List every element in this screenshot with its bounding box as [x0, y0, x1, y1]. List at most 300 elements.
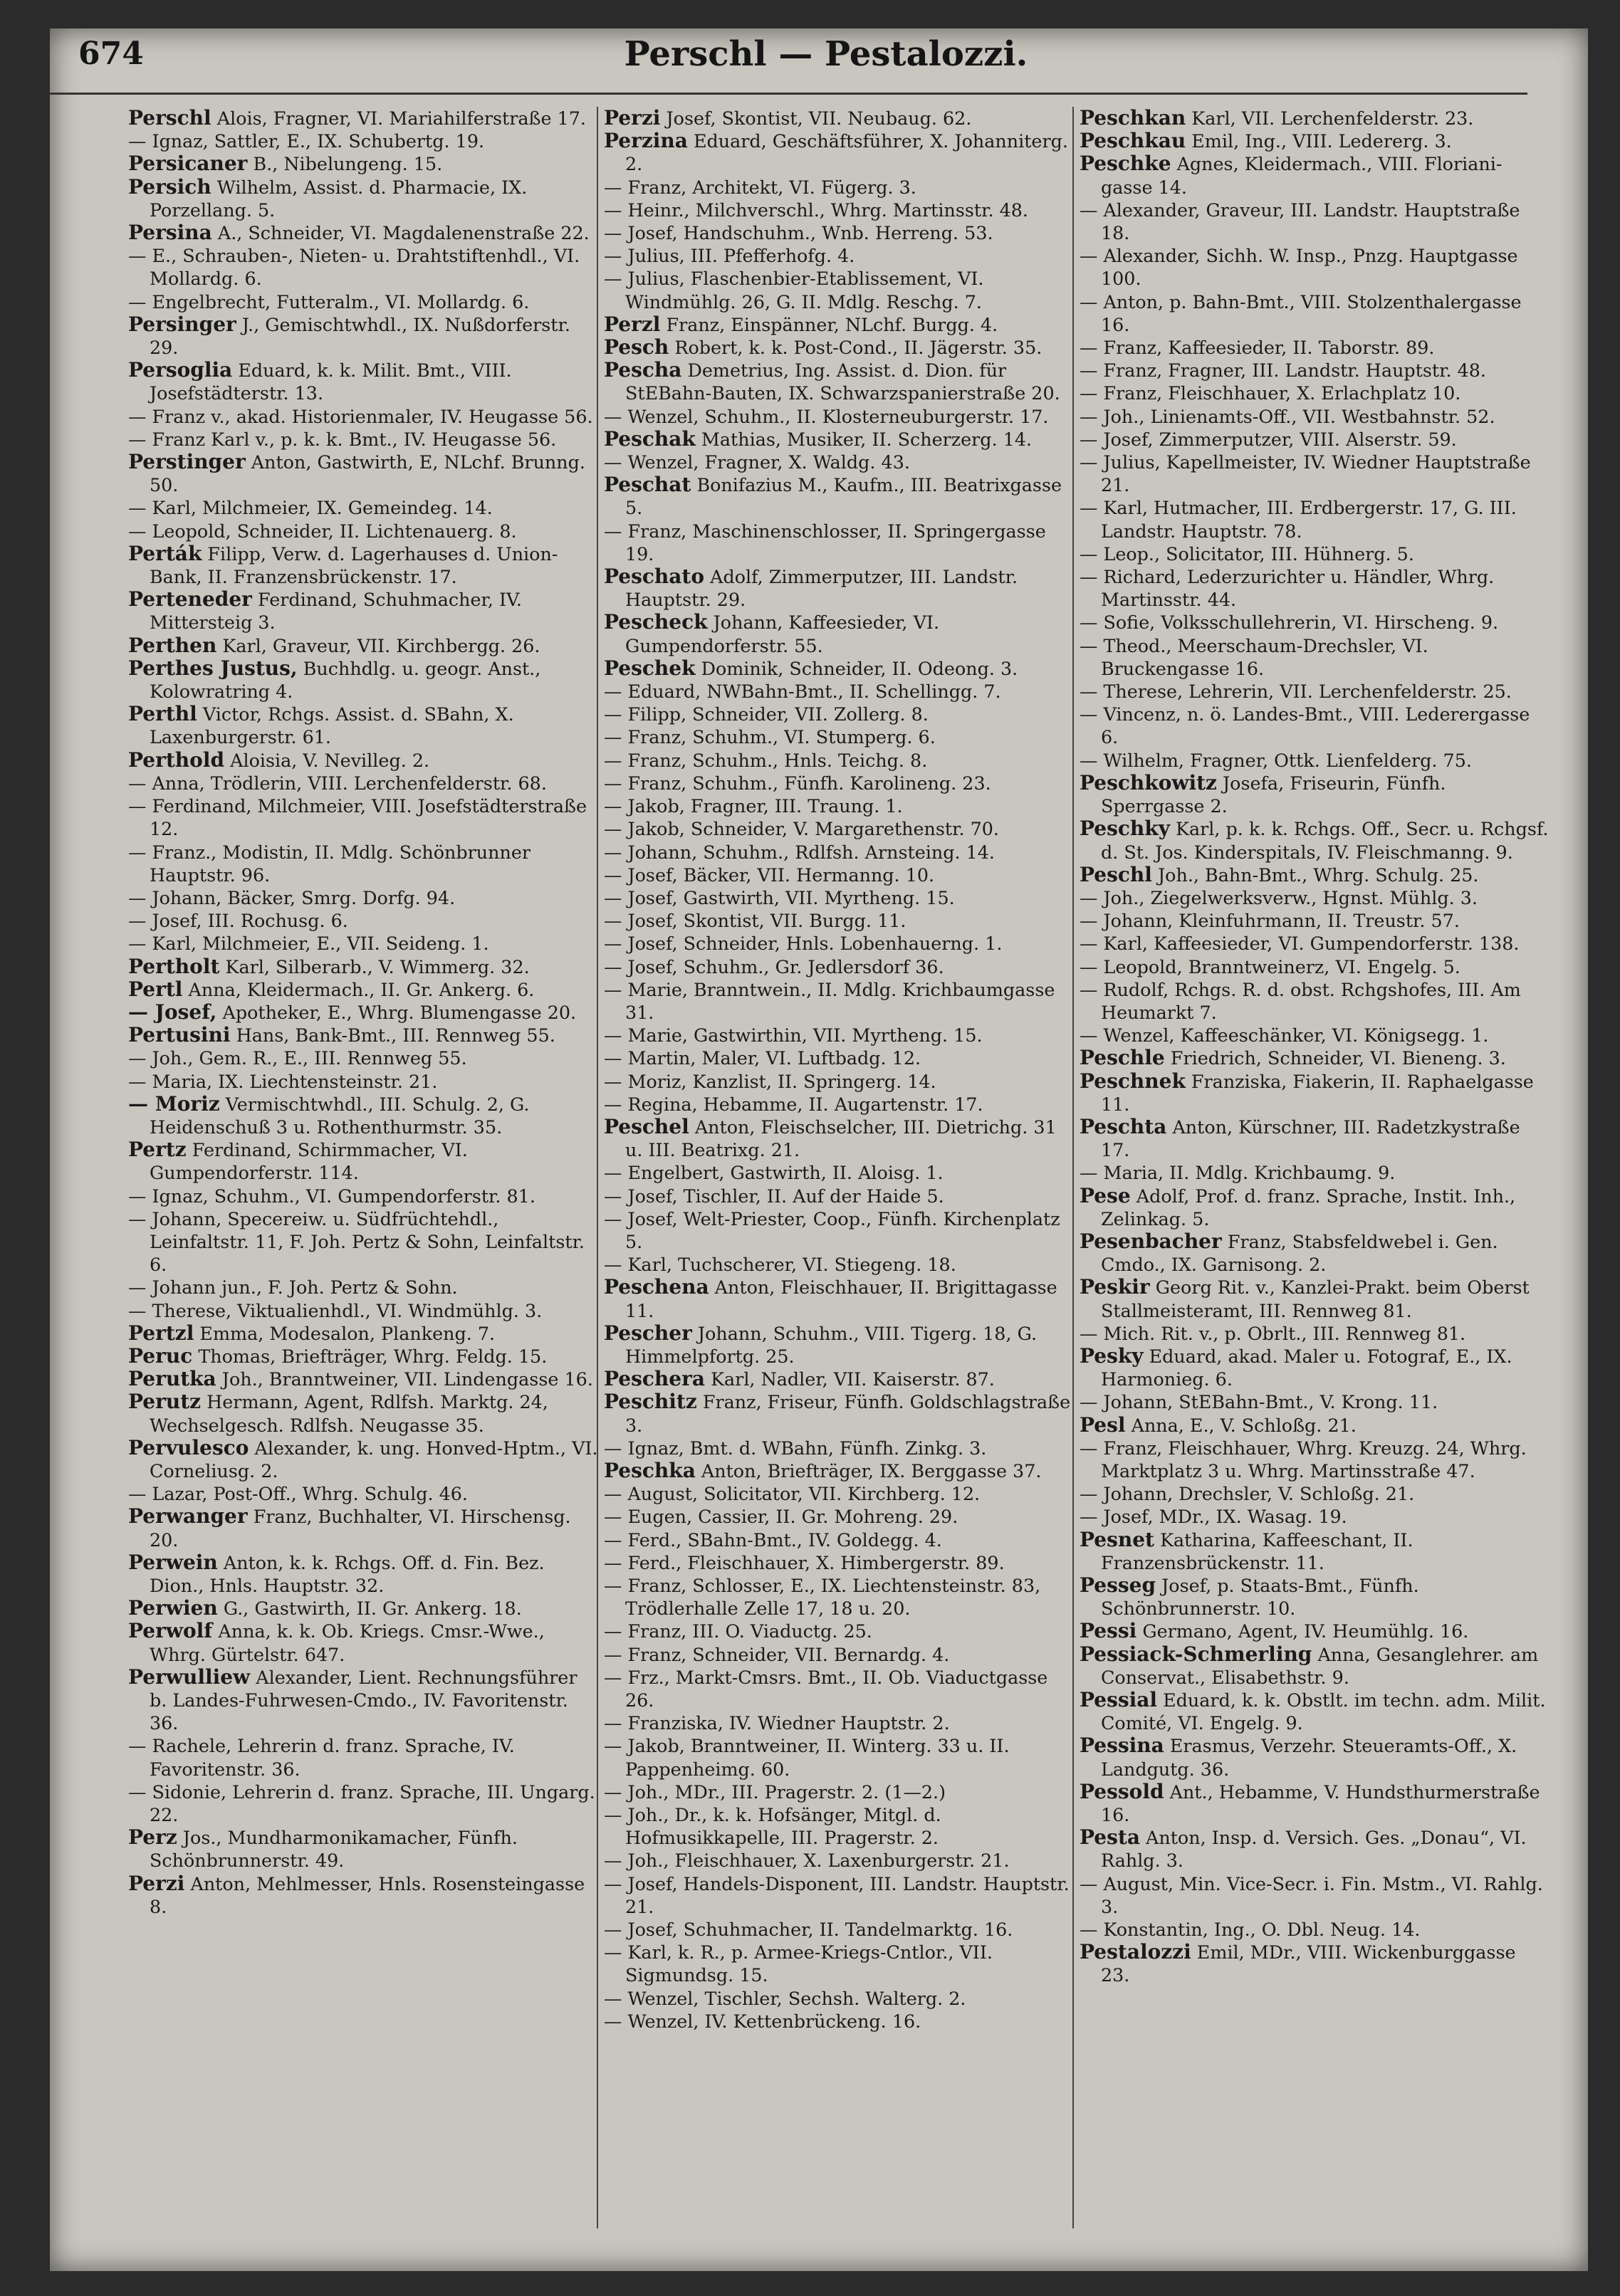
entry-text: — Wenzel, IV. Kettenbrückeng. 16. [604, 2010, 921, 2032]
entry-text: — Anna, Trödlerin, VIII. Lerchenfelderstr. 68. [128, 772, 547, 794]
entry-text: — Therese, Viktualienhdl., VI. Windmühlg. 3. [128, 1299, 543, 1321]
directory-entry [1080, 886, 1550, 909]
entry-text: — Mich. Rit. v., p. Obrlt., III. Rennweg 81. [1080, 1322, 1466, 1344]
entry-text: Ant., Hebamme, V. Hundsthurmerstraße 16. [1101, 1781, 1540, 1826]
entry-text: — Jakob, Schneider, V. Margarethenstr. 70. [604, 818, 999, 840]
entry-text: — Josef, Handels-Disponent, III. Landstr. Hauptstr. 21. [604, 1872, 1070, 1917]
entry-text: Karl, p. k. k. Rchgs. Off., Secr. u. Rchgsf. d. St. Jos. Kinderspitals, IV. Fleischmanng. 9. [1101, 818, 1549, 863]
entry-text: — Franz, Kaffeesieder, II. Taborstr. 89. [1080, 337, 1435, 359]
directory-entry [128, 1781, 598, 1826]
entry-text: Emma, Modesalon, Plankeng. 7. [194, 1322, 496, 1344]
directory-entry [604, 1437, 1074, 1459]
directory-entry [1080, 932, 1550, 955]
directory-entry [128, 359, 598, 404]
directory-entry [1080, 1161, 1550, 1184]
directory-entry [1080, 451, 1550, 496]
directory-entry [128, 1826, 598, 1872]
directory-entry [604, 1093, 1074, 1116]
entry-text: — Eugen, Cassier, II. Gr. Mohreng. 29. [604, 1506, 958, 1528]
entry-surname: Peschky [1080, 817, 1170, 841]
entry-text: — Josef, Schuhmacher, II. Tandelmarktg. 16. [604, 1919, 1013, 1941]
entry-text: — Josef, Bäcker, VII. Hermanng. 10. [604, 864, 935, 886]
entry-text: Katharina, Kaffeeschant, II. Franzensbrückenstr. 11. [1101, 1529, 1413, 1573]
entry-text: Buchhdlg. u. geogr. Anst., Kolowratring 4. [150, 657, 541, 703]
entry-text: — Joh., MDr., III. Pragerstr. 2. (1—2.) [604, 1781, 946, 1803]
directory-entry [604, 1207, 1074, 1253]
entry-text: Johann, Kaffeesieder, VI. Gumpendorferstr. 55. [625, 612, 940, 656]
entry-text: Franz, Friseur, Fünfh. Goldschlagstraße 3. [625, 1391, 1071, 1436]
directory-entry [604, 221, 1074, 244]
entry-surname: Perthes Justus, [128, 656, 298, 680]
entry-text: Emil, Ing., VIII. Ledererg. 3. [1186, 130, 1452, 152]
entry-surname: Persina [128, 221, 212, 245]
entry-surname: Persinger [128, 312, 236, 336]
directory-entry [128, 221, 598, 244]
entry-text: — Karl, Hutmacher, III. Erdbergerstr. 17, G. III. Landstr. Hauptstr. 78. [1080, 497, 1517, 542]
entry-text: — Eduard, NWBahn-Bmt., II. Schellingg. 7. [604, 681, 1001, 703]
directory-entry [604, 1070, 1074, 1093]
directory-entry [1080, 1529, 1550, 1574]
directory-entry [128, 520, 598, 542]
directory-entry [604, 749, 1074, 772]
entry-surname: Pesl [1080, 1412, 1126, 1437]
directory-entry [128, 1390, 598, 1436]
directory-entry [604, 565, 1074, 611]
entry-text: — Josef, Gastwirth, VII. Myrtheng. 15. [604, 886, 955, 908]
entry-text: — Karl, k. R., p. Armee-Kriegs-Cntlor., VII. Sigmundsg. 15. [604, 1941, 993, 1986]
directory-entry [1080, 1941, 1550, 1986]
directory-entry [128, 1368, 598, 1390]
entry-text: Apotheker, E., Whrg. Blumengasse 20. [216, 1001, 577, 1023]
directory-entry [128, 244, 598, 290]
directory-entry [604, 680, 1074, 703]
entry-text: Demetrius, Ing. Assist. d. Dion. für StEBahn-Bauten, IX. Schwarzspanierstraße 20. [625, 360, 1060, 404]
entry-text: — Rudolf, Rchgs. R. d. obst. Rchgshofes, III. Am Heumarkt 7. [1080, 978, 1521, 1023]
directory-entry [604, 451, 1074, 473]
directory-entry [1080, 1047, 1550, 1069]
entry-text: Eduard, k. k. Milit. Bmt., VIII. Josefstädterstr. 13. [150, 360, 512, 404]
entry-text: Mathias, Musiker, II. Scherzerg. 14. [695, 428, 1033, 450]
entry-text: Anton, Fleischselcher, III. Dietrichg. 31 u. III. Beatrixg. 21. [625, 1116, 1057, 1161]
entry-text: Adolf, Zimmerputzer, III. Landstr. Hauptstr. 29. [625, 566, 1018, 611]
directory-entry [128, 130, 598, 152]
entry-text: — Johann, StEBahn-Bmt., V. Krong. 11. [1080, 1391, 1438, 1413]
directory-entry [604, 1620, 1074, 1642]
page-header [78, 28, 1552, 100]
entry-surname: Pesenbacher [1080, 1229, 1222, 1253]
entry-surname: Peskir [1080, 1275, 1150, 1299]
directory-entry [1080, 428, 1550, 451]
entry-text: — Joh., Dr., k. k. Hofsänger, Mitgl. d. Hofmusikkapelle, III. Pragerstr. 2. [604, 1804, 941, 1849]
entry-text: Anton, k. k. Rchgs. Off. d. Fin. Bez. Dion., Hnls. Hauptstr. 32. [150, 1551, 545, 1596]
entry-surname: Perstinger [128, 450, 246, 474]
entry-text: Franz, Einspänner, NLchf. Burgg. 4. [660, 313, 998, 335]
entry-text: — Jakob, Fragner, III. Traung. 1. [604, 795, 903, 817]
entry-surname: Pervulesco [128, 1435, 249, 1459]
directory-entry [604, 199, 1074, 221]
entry-text: Aloisia, V. Nevilleg. 2. [224, 749, 430, 771]
directory-entry [1080, 107, 1550, 130]
entry-surname: Pertzl [128, 1321, 194, 1345]
directory-entry [128, 978, 598, 1001]
directory-entry [604, 772, 1074, 795]
entry-text: — Josef, MDr., IX. Wasag. 19. [1080, 1506, 1347, 1528]
entry-text: Franziska, Fiakerin, II. Raphaelgasse 11. [1101, 1070, 1534, 1115]
entry-text: — Wenzel, Fragner, X. Waldg. 43. [604, 451, 910, 473]
directory-entry [604, 520, 1074, 565]
directory-entry [604, 336, 1074, 359]
directory-entry [1080, 1322, 1550, 1345]
directory-entry [1080, 1689, 1550, 1734]
entry-text: — Ferd., Fleischhauer, X. Himbergerstr. 89. [604, 1551, 1005, 1573]
entry-text: — Alexander, Graveur, III. Landstr. Hauptstraße 18. [1080, 199, 1520, 244]
entry-text: J., Gemischtwhdl., IX. Nußdorferstr. 29. [150, 313, 570, 359]
directory-entry [1080, 1643, 1550, 1689]
entry-surname: Pestalozzi [1080, 1940, 1191, 1964]
directory-entry [604, 725, 1074, 748]
directory-entry [604, 1047, 1074, 1069]
entry-text: Dominik, Schneider, II. Odeong. 3. [695, 657, 1018, 679]
entry-text: Joh., Bahn-Bmt., Whrg. Schulg. 25. [1151, 864, 1479, 886]
directory-entry [128, 795, 598, 840]
entry-text: Alexander, k. ung. Honved-Hptm., VI. Corneliusg. 2. [150, 1437, 598, 1482]
entry-text: — Wenzel, Tischler, Sechsh. Walterg. 2. [604, 1987, 966, 2009]
directory-entry [1080, 1620, 1550, 1642]
entry-text: — Johann, Drechsler, V. Schloßg. 21. [1080, 1483, 1415, 1505]
entry-text: Joh., Branntweiner, VII. Lindengasse 16. [216, 1368, 593, 1390]
entry-text: — Ferdinand, Milchmeier, VIII. Josefstädterstraße 12. [128, 795, 587, 840]
directory-entry [604, 1711, 1074, 1734]
directory-entry [1080, 1345, 1550, 1390]
directory-entry [1080, 359, 1550, 382]
entry-text: Eduard, Geschäftsführer, X. Johanniterg. 2. [625, 130, 1068, 175]
entry-text: — Rachele, Lehrerin d. franz. Sprache, IV. Favoritenstr. 36. [128, 1735, 515, 1780]
entry-text: — Engelbert, Gastwirth, II. Aloisg. 1. [604, 1162, 944, 1184]
entry-text: Josef, Skontist, VII. Neubaug. 62. [660, 108, 972, 129]
directory-entry [128, 1138, 598, 1184]
entry-surname: Peschitz [604, 1390, 697, 1414]
entry-surname: Perthen [128, 633, 217, 657]
directory-entry [128, 1093, 598, 1138]
entry-text: — Vincenz, n. ö. Landes-Bmt., VIII. Lederergasse 6. [1080, 703, 1530, 748]
directory-entry [128, 1299, 598, 1322]
directory-entry [604, 1643, 1074, 1666]
directory-entry [1080, 130, 1550, 152]
entry-text: Anna, Gesanglehrer. am Conservat., Elisabethstr. 9. [1101, 1643, 1539, 1688]
entry-text: — Maria, II. Mdlg. Krichbaumg. 9. [1080, 1162, 1396, 1184]
directory-entry [128, 1666, 598, 1735]
entry-text: Vermischtwhdl., III. Schulg. 2, G. Heidenschuß 3 u. Rothenthurmstr. 35. [150, 1093, 530, 1138]
entry-text: G., Gastwirth, II. Gr. Ankerg. 18. [217, 1598, 522, 1620]
directory-entry [604, 2010, 1074, 2033]
entry-surname: Perwolf [128, 1619, 213, 1643]
directory-entry [1080, 1826, 1550, 1872]
directory-entry [1080, 1505, 1550, 1528]
directory-entry [1080, 1482, 1550, 1505]
entry-surname: Pesnet [1080, 1527, 1154, 1551]
entry-text: Karl, VII. Lerchenfelderstr. 23. [1186, 108, 1474, 129]
entry-surname: Perzl [604, 312, 661, 336]
entry-text: — Johann jun., F. Joh. Pertz & Sohn. [128, 1277, 458, 1299]
entry-surname: Perwein [128, 1550, 218, 1574]
directory-entry [604, 1276, 1074, 1321]
entry-surname: Pescheck [604, 610, 708, 634]
entry-surname: Perzi [604, 107, 661, 130]
entry-text: Wilhelm, Assist. d. Pharmacie, IX. Porzellang. 5. [150, 176, 528, 221]
entry-text: — Franz, Schuhm., VI. Stumperg. 6. [604, 726, 936, 748]
directory-entry [1080, 1116, 1550, 1161]
directory-entry [604, 1918, 1074, 1941]
entry-text: Bonifazius M., Kaufm., III. Beatrixgasse 5. [625, 474, 1062, 519]
entry-surname: Perták [128, 541, 202, 565]
entry-text: — Franz, Maschinenschlosser, II. Springergasse 19. [604, 520, 1046, 565]
directory-entry [604, 1734, 1074, 1780]
directory-entry [604, 1368, 1074, 1390]
entry-surname: Pertusini [128, 1023, 231, 1047]
entry-text: Emil, MDr., VIII. Wickenburggasse 23. [1101, 1941, 1516, 1986]
directory-entry [128, 496, 598, 519]
directory-entry [604, 107, 1074, 130]
entry-text: — Heinr., Milchverschl., Whrg. Martinsstr. 48. [604, 199, 1028, 221]
entry-text: — Franz v., akad. Historienmaler, IV. Heugasse 56. [128, 405, 593, 427]
entry-text: — Moriz, Kanzlist, II. Springerg. 14. [604, 1070, 936, 1092]
directory-entry [604, 795, 1074, 817]
entry-text: Hans, Bank-Bmt., III. Rennweg 55. [230, 1024, 555, 1047]
entry-surname: Peschato [604, 565, 705, 589]
directory-entry [604, 1390, 1074, 1436]
running-head: Perschl — Pestalozzi. [624, 34, 1028, 74]
directory-entry [128, 634, 598, 657]
directory-entry [128, 1001, 598, 1024]
entry-text: — Franz., Modistin, II. Mdlg. Schönbrunner Hauptstr. 96. [128, 841, 531, 886]
entry-text: Karl, Nadler, VII. Kaiserstr. 87. [705, 1368, 995, 1390]
directory-entry [1080, 817, 1550, 863]
entry-text: — Maria, IX. Liechtensteinstr. 21. [128, 1070, 438, 1092]
directory-entry [128, 405, 598, 428]
entry-text: — August, Solicitator, VII. Kirchberg. 12. [604, 1483, 981, 1505]
directory-entry [128, 1070, 598, 1093]
entry-text: — Josef, Tischler, II. Auf der Haide 5. [604, 1185, 944, 1207]
entry-text: Filipp, Verw. d. Lagerhauses d. Union-Bank, II. Franzensbrückenstr. 17. [150, 542, 558, 588]
directory-entry [604, 176, 1074, 199]
entry-text: — Julius, Kapellmeister, IV. Wiedner Hauptstraße 21. [1080, 451, 1531, 496]
entry-text: — Josef, Welt-Priester, Coop., Fünfh. Kirchenplatz 5. [604, 1207, 1060, 1252]
directory-entry [128, 1482, 598, 1505]
directory-entry [1080, 1276, 1550, 1321]
entry-surname: — Moriz [128, 1091, 220, 1116]
entry-text: — Sofie, Volksschullehrerin, VI. Hirscheng. 9. [1080, 612, 1499, 634]
directory-entry [1080, 634, 1550, 680]
entry-text: Georg Rit. v., Kanzlei-Prakt. beim Oberst Stallmeisteramt, III. Rennweg 81. [1101, 1277, 1530, 1321]
column-3 [1080, 107, 1550, 2228]
entry-text: — Julius, III. Pfefferhofg. 4. [604, 245, 855, 267]
entry-text: Alexander, Lient. Rechnungsführer b. Landes-Fuhrwesen-Cmdo., IV. Favoritenstr. 36. [150, 1666, 578, 1734]
directory-entry [1080, 1414, 1550, 1437]
entry-surname: Perzina [604, 129, 688, 153]
entry-text: — Josef, Handschuhm., Wnb. Herreng. 53. [604, 222, 993, 244]
entry-text: — Franz, Schneider, VII. Bernardg. 4. [604, 1643, 950, 1665]
entry-surname: Perschl [128, 107, 211, 130]
directory-entry [604, 130, 1074, 175]
entry-text: — Ignaz, Sattler, E., IX. Schubertg. 19. [128, 130, 485, 152]
directory-entry [128, 703, 598, 748]
entry-surname: Peschkan [1080, 107, 1186, 130]
directory-entry [1080, 336, 1550, 359]
directory-entry [604, 1529, 1074, 1551]
directory-entry [604, 1253, 1074, 1276]
directory-entry [1080, 542, 1550, 565]
column-2 [604, 107, 1074, 2228]
entry-text: Josef, p. Staats-Bmt., Fünfh. Schönbrunnerstr. 10. [1101, 1575, 1419, 1620]
entry-text: — Richard, Lederzurichter u. Händler, Whrg. Martinsstr. 44. [1080, 566, 1495, 611]
entry-text: — Marie, Gastwirthin, VII. Myrtheng. 15. [604, 1024, 983, 1047]
directory-entry [128, 772, 598, 795]
entry-text: — Ignaz, Bmt. d. WBahn, Fünfh. Zinkg. 3. [604, 1437, 987, 1459]
directory-entry [1080, 199, 1550, 244]
directory-entry [604, 1941, 1074, 1986]
directory-entry [604, 313, 1074, 336]
entry-surname: Peschena [604, 1275, 709, 1299]
directory-entry [604, 932, 1074, 955]
directory-entry [1080, 1437, 1550, 1482]
directory-entry [1080, 1781, 1550, 1826]
entry-surname: Peschkowitz [1080, 770, 1217, 795]
entry-surname: Persicaner [128, 152, 248, 176]
directory-entry [604, 267, 1074, 313]
entry-surname: Peschnek [1080, 1069, 1186, 1093]
directory-entry [128, 955, 598, 978]
entry-text: — Leop., Solicitator, III. Hühnerg. 5. [1080, 542, 1414, 565]
entry-text: Anton, Gastwirth, E, NLchf. Brunng. 50. [150, 451, 585, 496]
entry-surname: Perzi [128, 1871, 185, 1895]
directory-entry [604, 611, 1074, 656]
directory-entry [128, 1437, 598, 1482]
entry-text: Anna, k. k. Ob. Kriegs. Cmsr.-Wwe., Whrg. Gürtelstr. 647. [150, 1620, 545, 1665]
directory-entry [1080, 909, 1550, 932]
entry-text: Hermann, Agent, Rdlfsh. Marktg. 24, Wechselgesch. Rdlfsh. Neugasse 35. [150, 1391, 548, 1436]
directory-entry [604, 1024, 1074, 1047]
entry-text: — Karl, Milchmeier, IX. Gemeindeg. 14. [128, 497, 493, 519]
entry-text: — Karl, Kaffeesieder, VI. Gumpendorferstr. 138. [1080, 933, 1520, 955]
directory-entry [1080, 864, 1550, 886]
entry-surname: Peschka [604, 1458, 696, 1482]
entry-surname: Persich [128, 174, 211, 199]
entry-text: Anton, Briefträger, IX. Berggasse 37. [695, 1459, 1042, 1482]
entry-text: — Josef, Schuhm., Gr. Jedlersdorf 36. [604, 955, 944, 977]
entry-text: — Alexander, Sichh. W. Insp., Pnzg. Hauptgasse 100. [1080, 245, 1518, 290]
directory-entry [128, 1551, 598, 1597]
entry-text: Anton, Insp. d. Versich. Ges. „Donau“, VI. Rahlg. 3. [1101, 1827, 1527, 1872]
directory-entry [604, 1505, 1074, 1528]
directory-entry [128, 1345, 598, 1368]
entry-surname: Pesseg [1080, 1573, 1156, 1597]
directory-entry [1080, 749, 1550, 772]
entry-text: — Franziska, IV. Wiedner Hauptstr. 2. [604, 1712, 950, 1734]
directory-entry [128, 1024, 598, 1047]
directory-entry [604, 1116, 1074, 1161]
entry-surname: Peschek [604, 656, 696, 680]
entry-text: — Leopold, Branntweinerz, VI. Engelg. 5. [1080, 955, 1460, 977]
entry-text: — Wenzel, Schuhm., II. Klosterneuburgerstr. 17. [604, 405, 1049, 427]
directory-entry [604, 1803, 1074, 1849]
directory-entry [604, 909, 1074, 932]
directory-entry [128, 1597, 598, 1620]
directory-entry [1080, 1390, 1550, 1413]
directory-entry [128, 909, 598, 932]
directory-entry [128, 886, 598, 909]
entry-text: — Josef, Skontist, VII. Burgg. 11. [604, 910, 906, 932]
entry-text: — Marie, Branntwein., II. Mdlg. Krichbaumgasse 31. [604, 978, 1055, 1023]
header-rule [50, 93, 1527, 95]
entry-surname: Peschle [1080, 1046, 1165, 1070]
entry-text: — August, Min. Vice-Secr. i. Fin. Mstm., VI. Rahlg. 3. [1080, 1872, 1543, 1917]
entry-surname: Perthl [128, 702, 197, 726]
directory-entry [604, 841, 1074, 864]
entry-text: — Therese, Lehrerin, VII. Lerchenfelderstr. 25. [1080, 681, 1512, 703]
directory-entry [1080, 1574, 1550, 1620]
directory-entry [604, 428, 1074, 451]
directory-entry [604, 955, 1074, 978]
entry-surname: Perteneder [128, 587, 252, 612]
directory-entry [128, 1734, 598, 1780]
directory-entry [604, 1185, 1074, 1207]
entry-text: — E., Schrauben-, Nieten- u. Drahtstiftenhdl., VI. Mollardg. 6. [128, 245, 580, 290]
entry-text: — Karl, Tuchscherer, VI. Stiegeng. 18. [604, 1254, 956, 1276]
entry-surname: Pesky [1080, 1343, 1144, 1368]
entry-text: — Franz, III. O. Viaductg. 25. [604, 1620, 872, 1642]
entry-text: Agnes, Kleidermach., VIII. Floriani-gasse 14. [1101, 153, 1503, 198]
directory-entry [1080, 382, 1550, 404]
directory-entry [1080, 1734, 1550, 1780]
entry-text: Karl, Graveur, VII. Kirchbergg. 26. [216, 634, 540, 656]
directory-entry [128, 932, 598, 955]
entry-text: — Johann, Schuhm., Rdlfsh. Arnsteing. 14. [604, 841, 995, 863]
entry-text: — Wilhelm, Fragner, Ottk. Lienfelderg. 75. [1080, 749, 1472, 771]
entry-text: Erasmus, Verzehr. Steueramts-Off., X. Landgutg. 36. [1101, 1735, 1517, 1780]
entry-text: — Franz, Schlosser, E., IX. Liechtensteinstr. 83, Trödlerhalle Zelle 17, 18 u. 20. [604, 1575, 1041, 1620]
entry-surname: Peschkau [1080, 129, 1186, 153]
entry-text: Alois, Fragner, VI. Mariahilferstraße 17. [211, 108, 586, 129]
entry-surname: Peruc [128, 1343, 193, 1368]
directory-entry [604, 886, 1074, 909]
entry-text: — Frz., Markt-Cmsrs. Bmt., II. Ob. Viaductgasse 26. [604, 1666, 1048, 1711]
entry-text: — Josef, III. Rochusg. 6. [128, 910, 348, 932]
entry-surname: Perwien [128, 1596, 218, 1620]
directory-entry [604, 703, 1074, 725]
entry-text: — Joh., Gem. R., E., III. Rennweg 55. [128, 1047, 467, 1069]
entry-surname: Perutz [128, 1390, 202, 1414]
entry-surname: Perz [128, 1825, 177, 1850]
directory-entry [1080, 1872, 1550, 1918]
entry-text: — Joh., Linienamts-Off., VII. Westbahnstr. 52. [1080, 405, 1495, 427]
entry-text: — Julius, Flaschenbier-Etablissement, VI. Windmühlg. 26, G. II. Mdlg. Reschg. 7. [604, 268, 984, 313]
entry-surname: Pessial [1080, 1688, 1158, 1712]
directory-entry [1080, 1230, 1550, 1276]
entry-surname: Pescha [604, 358, 682, 382]
directory-entry [128, 428, 598, 451]
entry-text: Anna, E., V. Schloßg. 21. [1125, 1414, 1357, 1436]
entry-text: Ferdinand, Schuhmacher, IV. Mittersteig 3. [150, 589, 522, 634]
entry-text: Johann, Schuhm., VIII. Tigerg. 18, G. Himmelpfortg. 25. [625, 1322, 1038, 1367]
entry-surname: Peschera [604, 1367, 705, 1391]
entry-text: Karl, Silberarb., V. Wimmerg. 32. [219, 955, 530, 977]
entry-text: — Theod., Meerschaum-Drechsler, VI. Bruckengasse 16. [1080, 634, 1428, 679]
entry-surname: Peschke [1080, 152, 1171, 176]
directory-entry [1080, 1918, 1550, 1941]
entry-text: — Jakob, Branntweiner, II. Winterg. 33 u. II. Pappenheimg. 60. [604, 1735, 1010, 1780]
entry-surname: Pessiack-Schmerling [1080, 1642, 1312, 1666]
directory-entry [1080, 955, 1550, 978]
